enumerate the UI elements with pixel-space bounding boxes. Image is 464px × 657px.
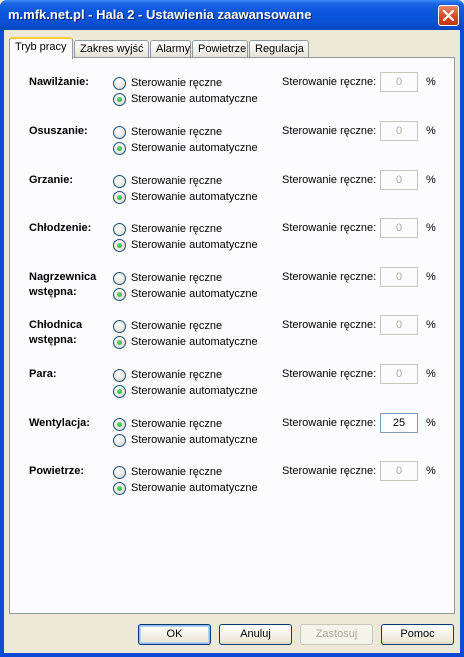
radio-button[interactable]: [113, 418, 126, 431]
radio-button[interactable]: [113, 77, 126, 90]
manual-value-label: Sterowanie ręczne:: [282, 465, 377, 477]
manual-value-label: Sterowanie ręczne:: [282, 417, 377, 429]
manual-value-input[interactable]: 0: [380, 461, 418, 481]
manual-value-label: Sterowanie ręczne:: [282, 271, 377, 283]
radio-auto[interactable]: [113, 140, 258, 156]
radio-button[interactable]: [113, 191, 126, 204]
radio-button[interactable]: [113, 126, 126, 139]
radio-auto-label: Sterowanie automatyczne: [131, 336, 258, 348]
radio-auto-label: Sterowanie automatyczne: [131, 93, 258, 105]
row-label: Wentylacja:: [29, 417, 90, 429]
percent-unit: %: [426, 368, 436, 380]
radio-manual-label: Sterowanie ręczne: [131, 77, 223, 89]
radio-auto[interactable]: [113, 480, 258, 496]
radio-manual[interactable]: [113, 416, 222, 432]
tab-alarmy[interactable]: Alarmy: [150, 40, 191, 58]
manual-value-label: Sterowanie ręczne:: [282, 319, 377, 331]
radio-manual-label: Sterowanie ręczne: [131, 175, 223, 187]
tab-panel: [9, 57, 455, 614]
radio-button[interactable]: [113, 482, 126, 495]
title-bar[interactable]: [0, 0, 464, 30]
manual-value-input[interactable]: 0: [380, 170, 418, 190]
manual-value-label: Sterowanie ręczne:: [282, 125, 377, 137]
percent-unit: %: [426, 417, 436, 429]
tab-zakres-wyjsc[interactable]: Zakres wyjść: [74, 40, 149, 58]
radio-manual-label: Sterowanie ręczne: [131, 223, 223, 235]
radio-button[interactable]: [113, 385, 126, 398]
radio-button[interactable]: [113, 434, 126, 447]
radio-auto[interactable]: [113, 189, 258, 205]
radio-button[interactable]: [113, 288, 126, 301]
radio-manual-label: Sterowanie ręczne: [131, 320, 223, 332]
row-nawilzanie: [10, 75, 456, 111]
row-osuszanie: [10, 124, 456, 160]
percent-unit: %: [426, 76, 436, 88]
radio-auto[interactable]: [113, 432, 258, 448]
radio-manual-label: Sterowanie ręczne: [131, 418, 223, 430]
row-wentylacja: [10, 416, 456, 452]
ok-button[interactable]: OK: [138, 624, 211, 645]
row-nagrzewnica-wstepna: [10, 270, 456, 306]
radio-button[interactable]: [113, 369, 126, 382]
row-label: Chłodzenie:: [29, 222, 92, 234]
apply-button[interactable]: Zastosuj: [300, 624, 373, 645]
radio-button[interactable]: [113, 223, 126, 236]
radio-manual[interactable]: [113, 124, 222, 140]
tab-powietrze[interactable]: Powietrze: [192, 40, 248, 58]
radio-auto[interactable]: [113, 334, 258, 350]
radio-auto[interactable]: [113, 237, 258, 253]
percent-unit: %: [426, 319, 436, 331]
radio-auto-label: Sterowanie automatyczne: [131, 142, 258, 154]
manual-value-input[interactable]: 0: [380, 364, 418, 384]
row-label: Grzanie:: [29, 174, 74, 186]
row-label: Chłodnica wstępna:: [29, 319, 83, 346]
manual-value-input[interactable]: 0: [380, 315, 418, 335]
percent-unit: %: [426, 271, 436, 283]
cancel-button[interactable]: Anuluj: [219, 624, 292, 645]
window-title: m.mfk.net.pl - Hala 2 - Ustawienia zaawansowane: [8, 7, 312, 22]
manual-value-input[interactable]: 0: [380, 72, 418, 92]
percent-unit: %: [426, 465, 436, 477]
radio-auto-label: Sterowanie automatyczne: [131, 385, 258, 397]
radio-button[interactable]: [113, 466, 126, 479]
radio-manual-label: Sterowanie ręczne: [131, 369, 223, 381]
radio-manual[interactable]: [113, 270, 222, 286]
manual-value-label: Sterowanie ręczne:: [282, 368, 377, 380]
manual-value-label: Sterowanie ręczne:: [282, 76, 377, 88]
radio-manual[interactable]: [113, 221, 222, 237]
radio-button[interactable]: [113, 175, 126, 188]
radio-auto[interactable]: [113, 383, 258, 399]
percent-unit: %: [426, 125, 436, 137]
manual-value-input[interactable]: 0: [380, 121, 418, 141]
radio-manual-label: Sterowanie ręczne: [131, 272, 223, 284]
manual-value-input[interactable]: 25: [380, 413, 418, 433]
manual-value-input[interactable]: 0: [380, 267, 418, 287]
row-label: Para:: [29, 368, 57, 380]
radio-manual-label: Sterowanie ręczne: [131, 126, 223, 138]
radio-manual-label: Sterowanie ręczne: [131, 466, 223, 478]
row-para: [10, 367, 456, 403]
help-button[interactable]: Pomoc: [381, 624, 454, 645]
row-label: Powietrze:: [29, 465, 85, 477]
dialog-client-area: [4, 30, 460, 653]
percent-unit: %: [426, 174, 436, 186]
radio-auto-label: Sterowanie automatyczne: [131, 434, 258, 446]
close-icon: [443, 10, 454, 21]
row-label: Nagrzewnica wstępna:: [29, 271, 97, 298]
radio-auto-label: Sterowanie automatyczne: [131, 288, 258, 300]
manual-value-label: Sterowanie ręczne:: [282, 174, 377, 186]
radio-button[interactable]: [113, 239, 126, 252]
row-label: Nawilżanie:: [29, 76, 89, 88]
tab-tryb-pracy[interactable]: Tryb pracy: [9, 37, 73, 59]
manual-value-label: Sterowanie ręczne:: [282, 222, 377, 234]
tab-regulacja[interactable]: Regulacja: [249, 40, 309, 58]
radio-manual[interactable]: [113, 75, 222, 91]
radio-auto-label: Sterowanie automatyczne: [131, 239, 258, 251]
radio-auto-label: Sterowanie automatyczne: [131, 482, 258, 494]
radio-button[interactable]: [113, 93, 126, 106]
radio-manual[interactable]: [113, 173, 222, 189]
radio-auto-label: Sterowanie automatyczne: [131, 191, 258, 203]
radio-button[interactable]: [113, 320, 126, 333]
radio-manual[interactable]: [113, 464, 222, 480]
close-button[interactable]: [438, 5, 459, 26]
radio-manual[interactable]: [113, 318, 222, 334]
percent-unit: %: [426, 222, 436, 234]
radio-button[interactable]: [113, 336, 126, 349]
row-grzanie: [10, 173, 456, 209]
radio-manual[interactable]: [113, 367, 222, 383]
row-powietrze: [10, 464, 456, 500]
radio-button[interactable]: [113, 142, 126, 155]
radio-auto[interactable]: [113, 286, 258, 302]
row-chlodnica-wstepna: [10, 318, 456, 354]
radio-button[interactable]: [113, 272, 126, 285]
radio-auto[interactable]: [113, 91, 258, 107]
row-chlodzenie: [10, 221, 456, 257]
manual-value-input[interactable]: 0: [380, 218, 418, 238]
row-label: Osuszanie:: [29, 125, 88, 137]
